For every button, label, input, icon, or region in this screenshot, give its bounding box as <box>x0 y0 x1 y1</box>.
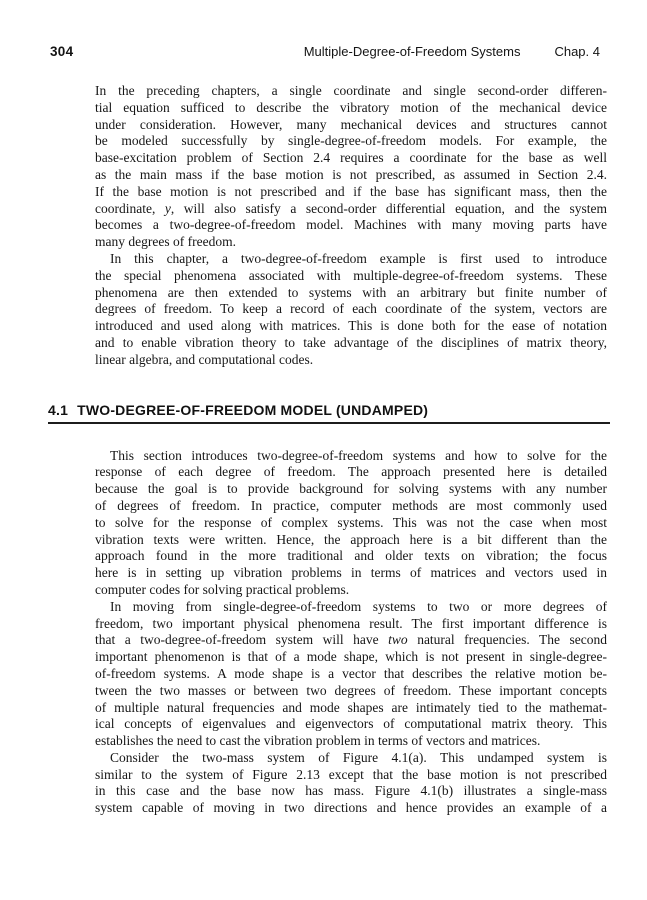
paragraph <box>95 750 607 817</box>
text-line: of-freedom systems. A mode shape is a vector that describes the relative motion be- <box>95 665 607 681</box>
text-line: response of each degree of freedom. The approach presented here is detailed <box>95 464 607 480</box>
section-rule <box>48 422 610 424</box>
section-title: TWO-DEGREE-OF-FREEDOM MODEL (UNDAMPED) <box>77 401 429 418</box>
text-line: In this chapter, a two-degree-of-freedom example is first used to introduce <box>110 250 607 266</box>
text-line: ical concepts of eigenvalues and eigenvectors of computational matrix theory. This <box>95 716 607 732</box>
text-line: under consideration. However, many mechanical devices and structures cannot <box>95 116 607 132</box>
page-number: 304 <box>50 44 74 59</box>
text-line: coordinate, y, will also satisfy a second-order differential equation, and the system <box>95 200 607 216</box>
text-line: In moving from single-degree-of-freedom systems to two or more degrees of <box>110 598 607 614</box>
text-line: If the base motion is not prescribed and if the base has significant mass, then the <box>95 183 607 199</box>
section-number: 4.1 <box>48 401 69 418</box>
text-line: phenomena are then extended to systems with an arbitrary but finite number of <box>95 284 607 300</box>
text-column <box>48 83 607 817</box>
running-title: Multiple-Degree-of-Freedom Systems <box>303 44 521 59</box>
text-line: establishes the need to cast the vibration problem in terms of vectors and matrices. <box>95 733 541 749</box>
text-line: becomes a two-degree-of-freedom model. Machines with many moving parts have <box>95 217 607 233</box>
text-line: vibration texts were written. Hence, the approach here is a bit different than the <box>95 531 607 547</box>
text-line: that a two-degree-of-freedom system will have two natural frequencies. The second <box>95 632 607 648</box>
text-line: linear algebra, and computational codes. <box>95 351 314 367</box>
text-line: the special phenomena associated with multiple-degree-of-freedom systems. These <box>95 267 607 283</box>
chapter-label: Chap. 4 <box>554 44 600 59</box>
text-line: in this case and the base now has mass. Figure 4.1(b) illustrates a single-mass <box>95 783 607 799</box>
text-line: base-excitation problem of Section 2.4 requires a coordinate for the base as well <box>95 150 607 166</box>
paragraph <box>95 251 607 369</box>
text-line: and to enable vibration theory to take advantage of the disciplines of matrix theory, <box>95 334 607 350</box>
text-line: tween the two masses or between two degrees of freedom. These important concepts <box>95 682 607 698</box>
paragraph <box>95 448 607 599</box>
paragraph <box>95 599 607 750</box>
text-line: Consider the two-mass system of Figure 4.1(a). This undamped system is <box>110 749 607 765</box>
text-line: as the main mass if the base motion is not prescribed, as assumed in Section 2.4. <box>95 166 607 182</box>
text-line: degrees of freedom. To keep a record of each coordinate of the system, vectors are <box>95 301 607 317</box>
page-header <box>50 44 600 59</box>
section-heading <box>48 402 607 418</box>
text-line: approach found in the more traditional and older texts on vibration; the focus <box>95 548 607 564</box>
text-line: here is in setting up vibration problems in terms of matrices and vectors used in <box>95 565 607 581</box>
text-line: introduced and used along with matrices. This is done both for the ease of notation <box>95 318 607 334</box>
text-line: to solve for the response of complex systems. This was not the case when most <box>95 514 607 530</box>
text-line: tial equation sufficed to describe the vibratory motion of the mechanical device <box>95 99 607 115</box>
text-line: because the goal is to provide background for solving systems with any number <box>95 481 607 497</box>
text-line: of degrees of freedom. In practice, computer methods are most commonly used <box>95 497 607 513</box>
text-line: be modeled successfully by single-degree-of-freedom models. For example, the <box>95 133 607 149</box>
text-line: important phenomenon is that of a mode shape, which is not present in single-degree- <box>95 649 607 665</box>
paragraph <box>95 83 607 251</box>
text-line: freedom, two important physical phenomena result. The first important difference is <box>95 615 607 631</box>
text-line: of multiple natural frequencies and mode shapes are intimately tied to the mathemat- <box>95 699 607 715</box>
text-line: This section introduces two-degree-of-freedom systems and how to solve for the <box>110 447 607 463</box>
text-line: many degrees of freedom. <box>95 234 236 250</box>
text-line: system capable of moving in two directions and hence provides an example of a <box>95 800 607 816</box>
text-line: similar to the system of Figure 2.13 except that the base motion is not prescribed <box>95 766 607 782</box>
text-line: In the preceding chapters, a single coordinate and single second-order differen- <box>95 83 607 98</box>
header-right <box>304 44 600 59</box>
text-line: computer codes for solving practical problems. <box>95 581 350 597</box>
